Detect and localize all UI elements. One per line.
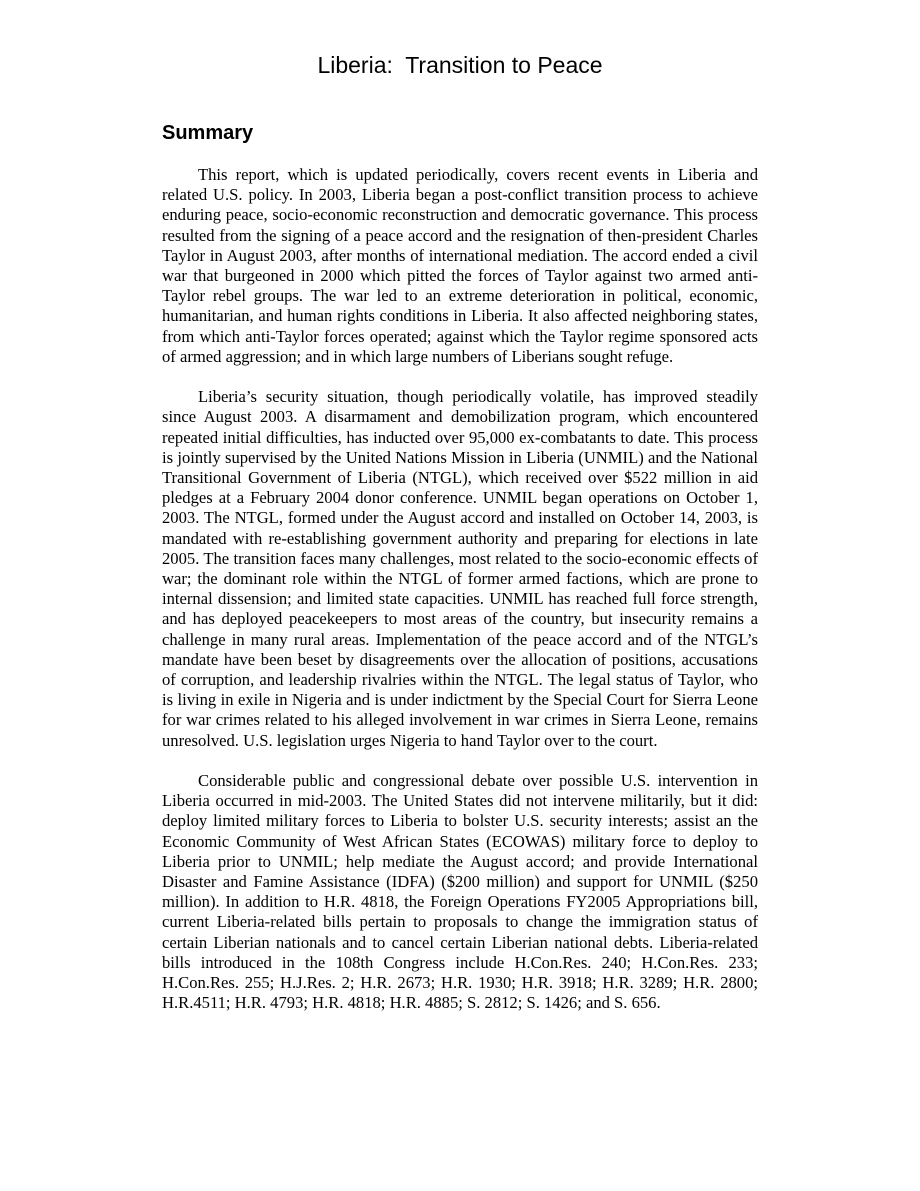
summary-paragraph-1: This report, which is updated periodically, covers recent events in Liberia and related U.S. policy. In 2003, Liberia began a post-conflict transition process to achieve enduring peace, socio-economic reconstruction and democratic governance. This process resulted from the signing of a peace accord and the resignation of then-president Charles Taylor in August 2003, after months of international mediation. The accord ended a civil war that burgeoned in 2000 which pitted the forces of Taylor against two armed anti-Taylor rebel groups. The war led to an extreme deterioration in political, economic, humanitarian, and human rights conditions in Liberia. It also affected neighboring states, from which anti-Taylor forces operated; against which the Taylor regime sponsored acts of armed aggression; and in which large numbers of Liberians sought refuge. (162, 165, 758, 366)
summary-paragraph-2: Liberia’s security situation, though periodically volatile, has improved steadily since August 2003. A disarmament and demobilization program, which encountered repeated initial difficulties, has inducted over 95,000 ex-combatants to date. This process is jointly supervised by the United Nations Mission in Liberia (UNMIL) and the National Transitional Government of Liberia (NTGL), which received over $522 million in aid pledges at a February 2004 donor conference. UNMIL began operations on October 1, 2003. The NTGL, formed under the August accord and installed on October 14, 2003, is mandated with re-establishing government authority and preparing for elections in late 2005. The transition faces many challenges, most related to the socio-economic effects of war; the dominant role within the NTGL of former armed factions, which are prone to internal dissension; and limited state capacities. UNMIL has reached full force strength, and has deployed peacekeepers to most areas of the country, but insecurity remains a challenge in many rural areas. Implementation of the peace accord and of the NTGL’s mandate have been beset by disagreements over the allocation of positions, accusations of corruption, and leadership rivalries within the NTGL. The legal status of Taylor, who is living in exile in Nigeria and is under indictment by the Special Court for Sierra Leone for war crimes related to his alleged involvement in war crimes in Sierra Leone, remains unresolved. U.S. legislation urges Nigeria to hand Taylor over to the court. (162, 387, 758, 750)
document-title: Liberia: Transition to Peace (317, 52, 603, 78)
summary-body (162, 165, 758, 1034)
summary-paragraph-3: Considerable public and congressional debate over possible U.S. intervention in Liberia occurred in mid-2003. The United States did not intervene militarily, but it did: deploy limited military forces to Liberia to bolster U.S. security interests; assist an the Economic Community of West African States (ECOWAS) military force to deploy to Liberia prior to UNMIL; help mediate the August accord; and provide International Disaster and Famine Assistance (IDFA) ($200 million) and support for UNMIL ($250 million). In addition to H.R. 4818, the Foreign Operations FY2005 Appropriations bill, current Liberia-related bills pertain to proposals to change the immigration status of certain Liberian nationals and to cancel certain Liberian national debts. Liberia-related bills introduced in the 108th Congress include H.Con.Res. 240; H.Con.Res. 233; H.Con.Res. 255; H.J.Res. 2; H.R. 2673; H.R. 1930; H.R. 3918; H.R. 3289; H.R. 2800; H.R.4511; H.R. 4793; H.R. 4818; H.R. 4885; S. 2812; S. 1426; and S. 656. (162, 771, 758, 1013)
section-heading-summary: Summary (162, 122, 254, 144)
